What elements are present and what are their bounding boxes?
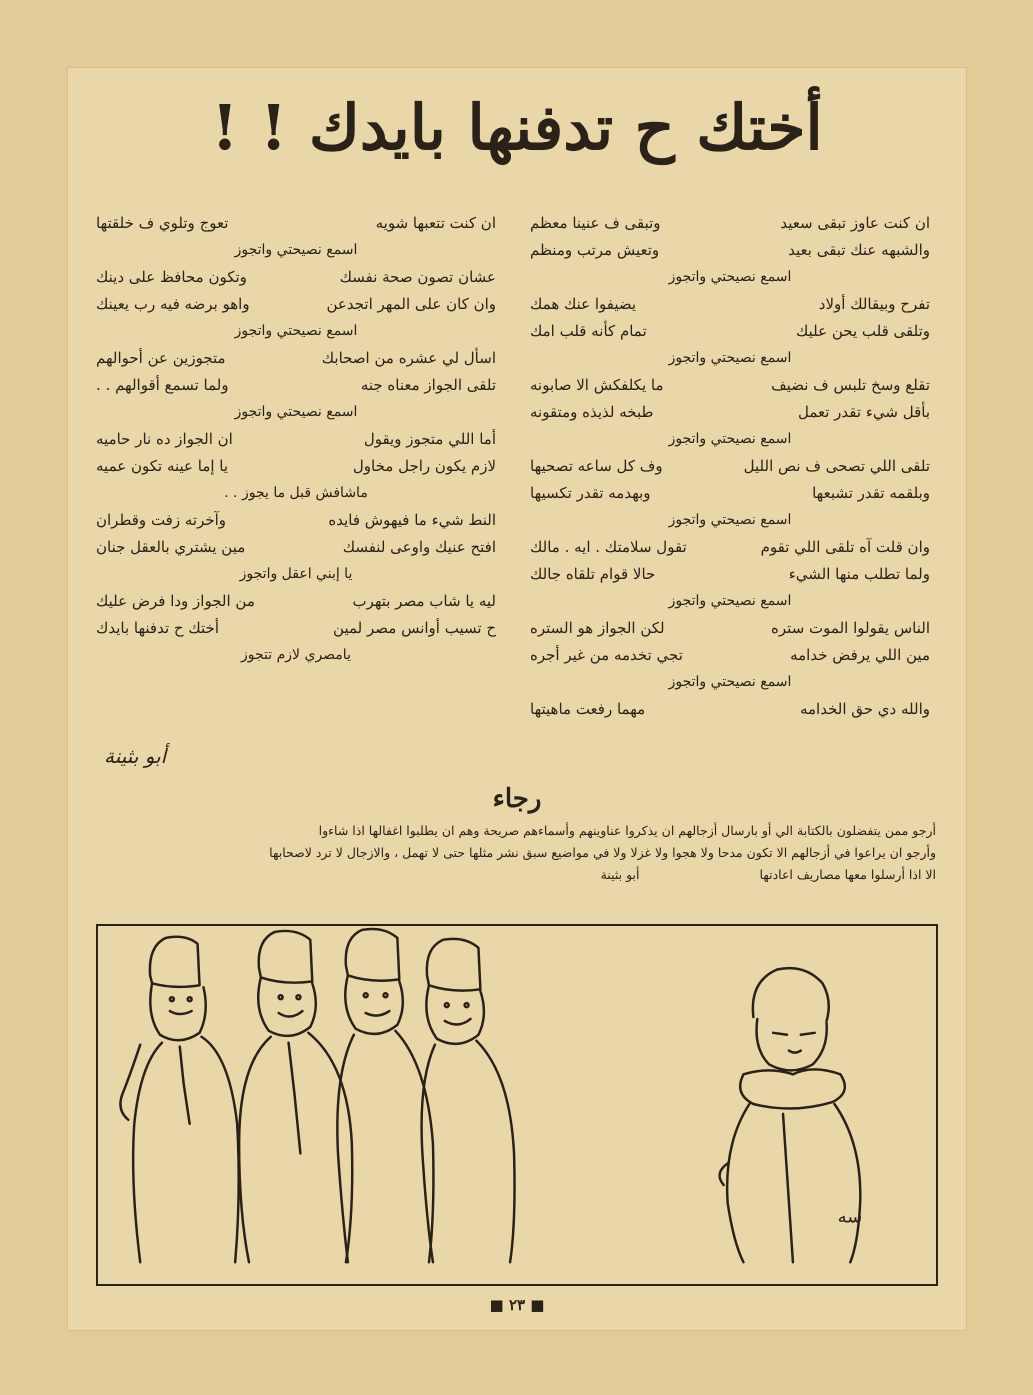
hemistich-first: وان قلت آه تلقى اللي تقوم xyxy=(760,538,930,556)
poem-couplet xyxy=(530,210,930,237)
poem-couplet xyxy=(96,210,496,237)
hemistich-second: تقول سلامتك . ايه . مالك xyxy=(530,538,687,556)
poem-couplet xyxy=(530,291,930,318)
hemistich-second: ان الجواز ده نار حاميه xyxy=(96,430,233,448)
poem-refrain: اسمع نصيحتي واتجوز xyxy=(668,431,792,447)
poem-couplet xyxy=(530,642,930,669)
poem-couplet xyxy=(96,507,496,534)
poem-couplet xyxy=(530,534,930,561)
hemistich-first: عشان تصون صحة نفسك xyxy=(339,268,496,286)
hemistich-first: مين اللي يرفض خدامه xyxy=(790,646,930,664)
poem-refrain: اسمع نصيحتي واتجوز xyxy=(234,404,358,420)
poem-couplet xyxy=(530,318,930,345)
hemistich-first: أما اللي متجوز ويقول xyxy=(363,430,496,448)
hemistich-second: وتعيش مرتب ومنظم xyxy=(530,241,660,259)
hemistich-first: ان كنت تتعبها شويه xyxy=(375,214,496,232)
notice-line: وأرجو ان يراعوا في أزجالهم الا تكون مدحا ولا هجوا ولا غزلا ولا في مواضيع سبق نشر مثلها حتى لا تهمل ، والازجال لا ترد لاصحابها xyxy=(269,845,936,860)
hemistich-second: ولما تسمع أقوالهم . . xyxy=(96,376,229,394)
hemistich-second: وبهدمه تقدر تكسيها xyxy=(530,484,651,502)
hemistich-second: تجي تخدمه من غير أجره xyxy=(530,646,683,664)
poem-refrain: اسمع نصيحتي واتجوز xyxy=(234,323,358,339)
hemistich-first: تلقى اللي تصحى ف نص الليل xyxy=(743,457,930,475)
poem-refrain: اسمع نصيحتي واتجوز xyxy=(668,350,792,366)
hemistich-second: وف كل ساعه تصحيها xyxy=(530,457,663,475)
hemistich-first: وان كان على المهر اتجدعن xyxy=(326,295,496,313)
poem-column-left xyxy=(96,210,496,669)
hemistich-second: من الجواز ودا فرض عليك xyxy=(96,592,255,610)
man-figure-1 xyxy=(120,937,238,1263)
poem-refrain: اسمع نصيحتي واتجوز xyxy=(668,269,792,285)
poem-couplet xyxy=(96,264,496,291)
poem-couplet xyxy=(530,372,930,399)
hemistich-second: يا إما عينه تكون عميه xyxy=(96,457,229,475)
notice-text xyxy=(96,820,936,886)
hemistich-first: لازم يكون راجل مخاول xyxy=(352,457,496,475)
hemistich-first: وبلقمه تقدر تشبعها xyxy=(812,484,930,502)
hemistich-first: تقلع وسخ تلبس ف نضيف xyxy=(771,376,930,394)
artist-signature: سه xyxy=(837,1206,863,1228)
poem-couplet xyxy=(530,453,930,480)
hemistich-first: النط شيء ما فيهوش فايده xyxy=(328,511,496,529)
poem-couplet xyxy=(96,453,496,480)
poem-refrain: اسمع نصيحتي واتجوز xyxy=(668,593,792,609)
poem-tail-line: يا إبني اعقل واتجوز xyxy=(239,566,353,582)
hemistich-first: وتلقى قلب يحن عليك xyxy=(795,322,930,340)
magazine-page xyxy=(68,68,966,1330)
hemistich-second: أختك ح تدفنها بايدك xyxy=(96,619,219,637)
hemistich-first: افتح عنيك واوعى لنفسك xyxy=(342,538,496,556)
hemistich-first: ان كنت عاوز تبقى سعيد xyxy=(780,214,930,232)
poem-refrain: اسمع نصيحتي واتجوز xyxy=(234,242,358,258)
hemistich-second: مين يشتري بالعقل جنان xyxy=(96,538,246,556)
hemistich-second: مهما رفعت ماهيتها xyxy=(530,700,646,718)
man-figure-2 xyxy=(239,931,352,1262)
hemistich-first: ولما تطلب منها الشيء xyxy=(788,565,930,583)
poem-refrain: اسمع نصيحتي واتجوز xyxy=(668,674,792,690)
hemistich-first: بأقل شيء تقدر تعمل xyxy=(797,403,930,421)
hemistich-first: والله دي حق الخدامه xyxy=(799,700,930,718)
hemistich-second: تعوج وتلوي ف خلقتها xyxy=(96,214,229,232)
poem-couplet xyxy=(96,534,496,561)
hemistich-second: وتكون محافظ على دينك xyxy=(96,268,247,286)
poem-couplet xyxy=(96,588,496,615)
hemistich-second: ما يكلفكش الا صابونه xyxy=(530,376,664,394)
poem-refrain: اسمع نصيحتي واتجوز xyxy=(668,512,792,528)
poem-tail-line: يامصري لازم تتجوز xyxy=(241,647,351,663)
poem-tail-line: ماشافش قبل ما يجوز . . xyxy=(224,485,368,501)
poem-couplet xyxy=(530,399,930,426)
hemistich-second: واهو برضه فيه رب يعينك xyxy=(96,295,250,313)
hemistich-second: حالا قوام تلقاه جالك xyxy=(530,565,656,583)
poem-couplet xyxy=(96,345,496,372)
author-signature: أبو بثينة xyxy=(104,744,167,768)
hemistich-first: والشبهه عنك تبقى بعيد xyxy=(788,241,930,259)
hemistich-second: تمام كأنه قلب امك xyxy=(530,322,647,340)
poem-couplet xyxy=(96,372,496,399)
hemistich-first: تلقى الجواز معناه جنه xyxy=(360,376,496,394)
poem-couplet xyxy=(530,615,930,642)
hemistich-second: متجوزين عن أحوالهم xyxy=(96,349,226,367)
poem-column-right xyxy=(530,210,930,723)
cartoon-drawing xyxy=(98,926,936,1284)
hemistich-first: ح تسيب أوانس مصر لمين xyxy=(333,619,496,637)
hemistich-first: اسأل لي عشره من اصحابك xyxy=(321,349,496,367)
hemistich-second: وآخرته زفت وقطران xyxy=(96,511,227,529)
notice-title: رجاء xyxy=(492,784,542,814)
poem-couplet xyxy=(530,561,930,588)
cartoon-illustration xyxy=(96,924,938,1286)
hemistich-first: الناس يقولوا الموت ستره xyxy=(771,619,930,637)
notice-line: الا اذا أرسلوا معها مصاريف اعادتها xyxy=(759,867,936,882)
poem-couplet xyxy=(530,480,930,507)
hemistich-second: لكن الجواز هو الستره xyxy=(530,619,665,637)
poem-couplet xyxy=(530,237,930,264)
poem-couplet xyxy=(96,291,496,318)
hemistich-first: تفرح وبيقالك أولاد xyxy=(818,295,930,313)
poem-title: أختك ح تدفنها بايدك ! ! xyxy=(211,91,823,164)
hemistich-first: ليه يا شاب مصر بتهرب xyxy=(352,592,496,610)
hemistich-second: طبخه لذيذه ومتقونه xyxy=(530,403,654,421)
hemistich-second: وتبقى ف عنينا معظم xyxy=(530,214,661,232)
man-figure-4 xyxy=(422,939,515,1262)
poem-couplet xyxy=(96,615,496,642)
poem-couplet xyxy=(530,696,930,723)
hemistich-second: يضيفوا عنك همك xyxy=(530,295,637,313)
poem-couplet xyxy=(96,426,496,453)
notice-signature: أبو بثينة xyxy=(600,867,640,882)
page-number: ■ ٢٣ ■ xyxy=(489,1296,545,1314)
notice-line: أرجو ممن يتفضلون بالكتابة الي أو بارسال أزجالهم ان يذكروا عناوينهم وأسماءهم صريحة وهم ان يطلبوا اغفالها اذا شاءوا xyxy=(318,823,936,838)
